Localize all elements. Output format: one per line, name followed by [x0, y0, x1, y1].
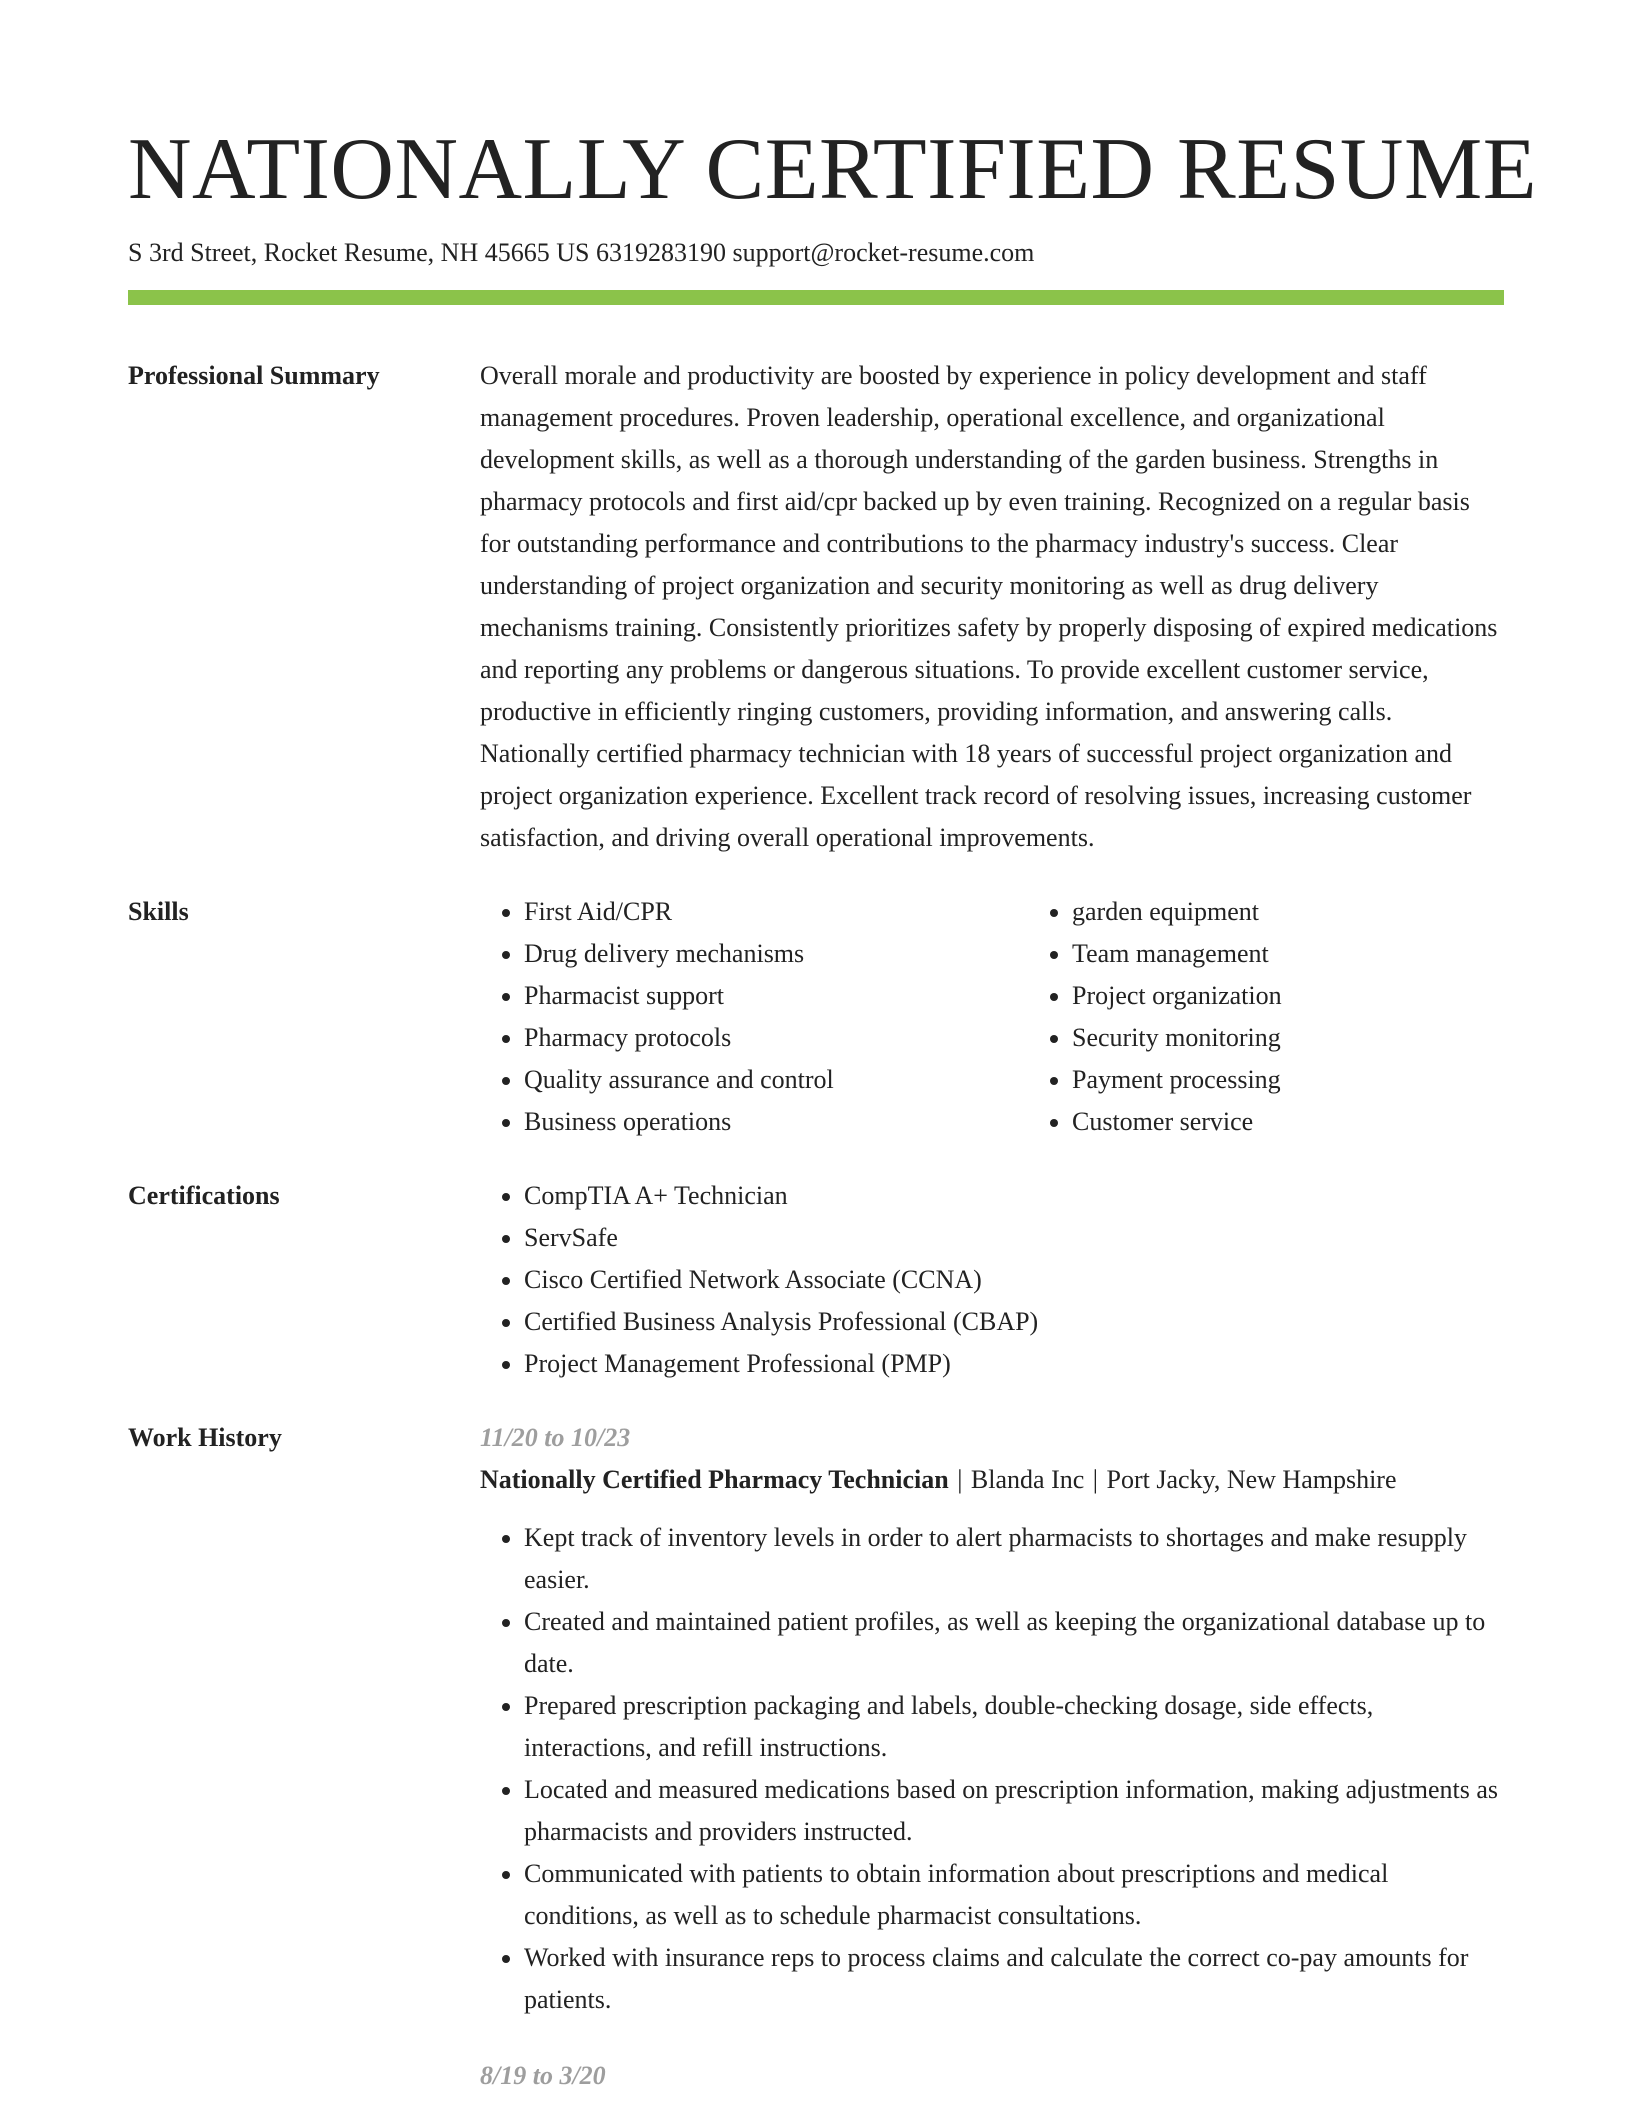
job-duty-item: • Communicated with patients to obtain information about prescriptions and medical conditions, as well as to schedule pharmacist consultations.	[524, 1853, 1504, 1937]
job-duty-item: • Worked with insurance reps to process claims and calculate the correct co-pay amounts for patients.	[524, 1937, 1504, 2021]
job-duty-item: • Created and maintained patient profiles, as well as keeping the organizational database up to date.	[524, 1601, 1504, 1685]
contact-address: S 3rd Street, Rocket Resume, NH 45665 US	[128, 238, 590, 267]
job-dates: 11/20 to 10/23	[480, 1423, 631, 1452]
certification-item: • Certified Business Analysis Professional (CBAP)	[524, 1301, 1504, 1343]
job-duty-item: • Prepared prescription packaging and labels, double-checking dosage, side effects, interactions, and refill instructions.	[524, 1685, 1504, 1769]
work-history-body	[480, 1417, 1504, 2097]
certifications-list	[480, 1175, 1504, 1385]
header-accent-rule	[128, 290, 1504, 305]
skill-item: • Drug delivery mechanisms	[524, 933, 1028, 975]
contact-phone: 6319283190	[595, 238, 726, 267]
certifications-body	[480, 1175, 1504, 1385]
job-duties-list	[480, 1517, 1504, 2021]
certifications-section	[128, 1175, 1504, 1385]
section-label-certifications: Certifications	[128, 1181, 280, 1210]
certification-item: • CompTIA A+ Technician	[524, 1175, 1504, 1217]
skill-item: • Business operations	[524, 1101, 1028, 1143]
job-company: Blanda Inc	[970, 1465, 1085, 1494]
resume-page	[128, 0, 1537, 2097]
contact-email: support@rocket-resume.com	[732, 238, 1035, 267]
resume-title: NATIONALLY CERTIFIED RESUME	[128, 121, 1537, 218]
skill-item: • Customer service	[1072, 1101, 1504, 1143]
job-title: Nationally Certified Pharmacy Technician	[480, 1465, 949, 1494]
job-title-line	[480, 1459, 1504, 1501]
professional-summary-body	[480, 355, 1504, 859]
job-location: Port Jacky, New Hampshire	[1106, 1465, 1397, 1494]
section-label-professional-summary: Professional Summary	[128, 361, 380, 390]
summary-text: Overall morale and productivity are boosted by experience in policy development and staff management procedures. Proven leadership, operational excellence, and organizational development skills, as well as a thorough understanding of the garden business. Strengths in pharmacy protocols and first aid/cpr backed up by even training. Recognized on a regular basis for outstanding performance and contributions to the pharmacy industry's success. Clear understanding of project organization and security monitoring as well as drug delivery mechanisms training. Consistently prioritizes safety by properly disposing of expired medications and reporting any problems or dangerous situations. To provide excellent customer service, productive in efficiently ringing customers, providing information, and answering calls. Nationally certified pharmacy technician with 18 years of successful project organization and project organization experience. Excellent track record of resolving issues, increasing customer satisfaction, and driving overall operational improvements.	[480, 361, 1498, 852]
job-separator: |	[957, 1465, 969, 1494]
skill-item: • Security monitoring	[1072, 1017, 1504, 1059]
skill-item: • garden equipment	[1072, 891, 1504, 933]
skills-list-left	[480, 891, 1028, 1143]
skills-list-right	[1028, 891, 1504, 1143]
certification-item: • ServSafe	[524, 1217, 1504, 1259]
skill-item: • Quality assurance and control	[524, 1059, 1028, 1101]
skill-item: • Pharmacist support	[524, 975, 1028, 1017]
section-label-skills: Skills	[128, 897, 189, 926]
skills-body	[480, 891, 1504, 1143]
skills-section	[128, 891, 1504, 1143]
skill-item: • Project organization	[1072, 975, 1504, 1017]
skill-item: • Team management	[1072, 933, 1504, 975]
professional-summary-section	[128, 355, 1504, 859]
skill-item: • First Aid/CPR	[524, 891, 1028, 933]
certification-item: • Project Management Professional (PMP)	[524, 1343, 1504, 1385]
skill-item: • Payment processing	[1072, 1059, 1504, 1101]
work-history-section	[128, 1417, 1504, 2097]
job-duty-item: • Located and measured medications based on prescription information, making adjustments as pharmacists and providers instructed.	[524, 1769, 1504, 1853]
section-label-work-history: Work History	[128, 1423, 282, 1452]
job-dates: 8/19 to 3/20	[480, 2061, 606, 2090]
job-duty-item: • Kept track of inventory levels in order to alert pharmacists to shortages and make resupply easier.	[524, 1517, 1504, 1601]
skill-item: • Pharmacy protocols	[524, 1017, 1028, 1059]
contact-line	[128, 236, 1504, 270]
job-entry	[480, 2055, 1504, 2097]
job-separator: |	[1092, 1465, 1105, 1494]
certification-item: • Cisco Certified Network Associate (CCNA)	[524, 1259, 1504, 1301]
job-entry	[480, 1417, 1504, 2021]
